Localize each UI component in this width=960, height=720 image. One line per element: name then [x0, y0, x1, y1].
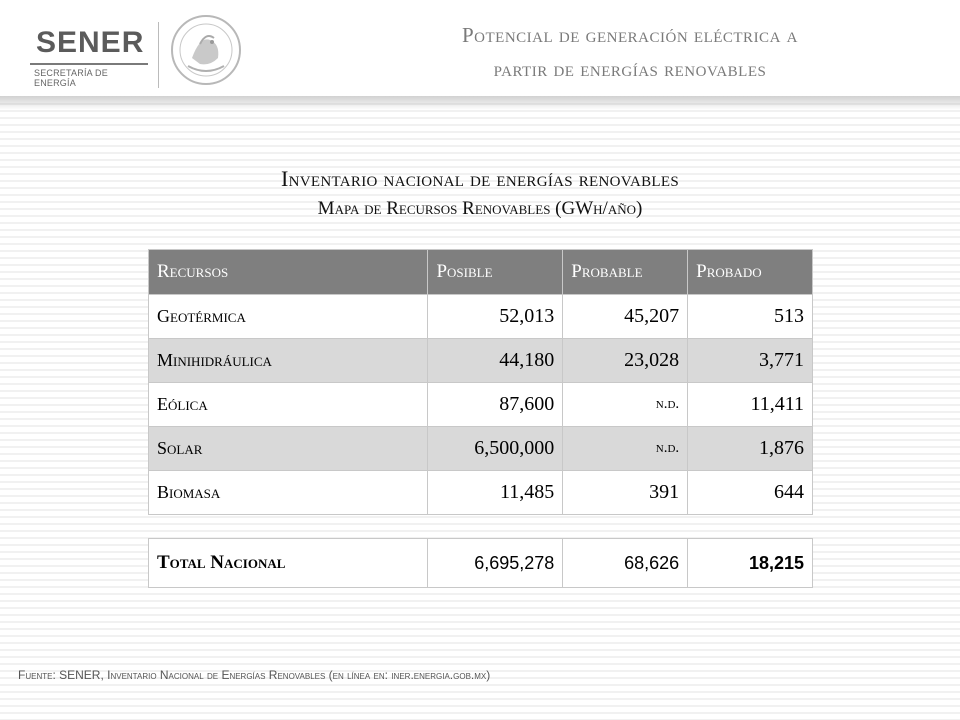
page-title: Inventario nacional de energías renovables: [281, 166, 679, 191]
logo-rule: [30, 63, 148, 65]
table-header-row: [149, 250, 813, 295]
header-recursos: Recursos: [149, 250, 428, 295]
source-note: Fuente: SENER, Inventario Nacional de Energías Renovables (en línea en: iner.energia.gob.mx): [18, 668, 491, 682]
total-name: Total Nacional: [149, 539, 428, 588]
total-probado: 18,215: [688, 539, 813, 588]
header-posible: Posible: [428, 250, 563, 295]
total-posible: 6,695,278: [428, 539, 563, 588]
row-probado: 513: [688, 295, 813, 339]
header-probable: Probable: [563, 250, 688, 295]
row-posible: 52,013: [428, 295, 563, 339]
row-probado: 11,411: [688, 383, 813, 427]
row-probado: 1,876: [688, 427, 813, 471]
row-posible: 44,180: [428, 339, 563, 383]
header-shadow: [0, 96, 960, 110]
header-probado: Probado: [688, 250, 813, 295]
table-row: [149, 427, 813, 471]
row-probable: 391: [563, 471, 688, 515]
table-row: [149, 339, 813, 383]
header-title-line1: Potencial de generación eléctrica a: [462, 23, 798, 47]
mexico-seal-icon: [170, 14, 242, 86]
total-probable: 68,626: [563, 539, 688, 588]
table-row: [149, 295, 813, 339]
row-probado: 644: [688, 471, 813, 515]
table-row: [149, 383, 813, 427]
header-title-line2: partir de energías renovables: [493, 57, 767, 81]
row-name: Eólica: [149, 383, 428, 427]
total-table: [148, 538, 813, 588]
page-subtitle: Mapa de Recursos Renovables (GWh/año): [317, 198, 643, 219]
logo-wordmark: SENER: [36, 26, 145, 59]
row-probado: 3,771: [688, 339, 813, 383]
row-name: Solar: [149, 427, 428, 471]
row-probable: n.d.: [563, 383, 688, 427]
total-row: [149, 539, 813, 588]
row-probable: n.d.: [563, 427, 688, 471]
resources-table: [148, 249, 813, 515]
page-header: [0, 0, 960, 100]
header-title: [300, 18, 960, 86]
sener-logo: [30, 28, 150, 88]
row-probable: 45,207: [563, 295, 688, 339]
table-row: [149, 471, 813, 515]
logo-subtitle: SECRETARÍA DE ENERGÍA: [34, 68, 108, 88]
row-name: Geotérmica: [149, 295, 428, 339]
row-probable: 23,028: [563, 339, 688, 383]
row-posible: 87,600: [428, 383, 563, 427]
header-divider: [158, 22, 159, 88]
row-posible: 11,485: [428, 471, 563, 515]
row-name: Biomasa: [149, 471, 428, 515]
row-posible: 6,500,000: [428, 427, 563, 471]
row-name: Minihidráulica: [149, 339, 428, 383]
